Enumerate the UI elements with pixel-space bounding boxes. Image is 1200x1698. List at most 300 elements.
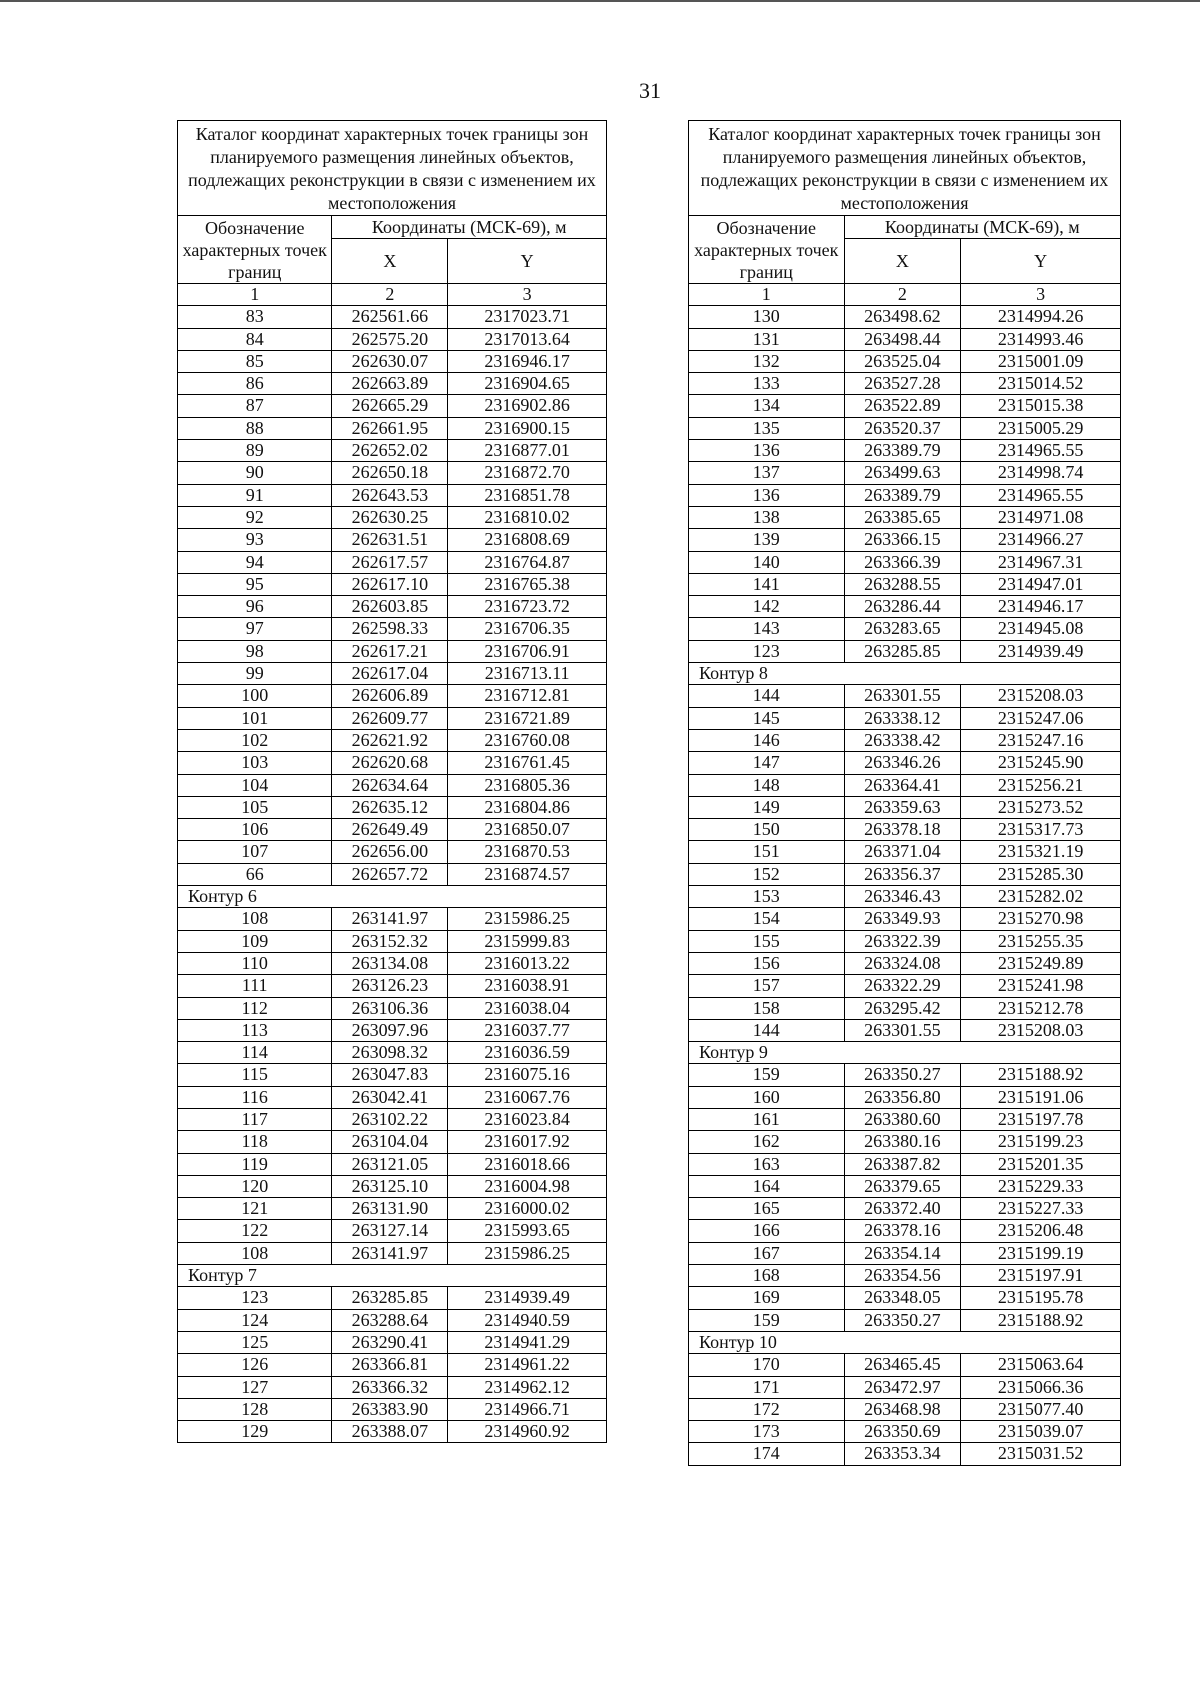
contour-label: Контур 8 xyxy=(689,663,1121,685)
point-number-cell: 149 xyxy=(689,796,845,818)
table-row xyxy=(178,506,607,528)
point-number-cell: 151 xyxy=(689,841,845,863)
point-number-cell: 123 xyxy=(178,1287,332,1309)
y-coordinate-cell: 2315197.78 xyxy=(961,1108,1121,1130)
table-row xyxy=(689,863,1121,885)
y-coordinate-cell: 2314945.08 xyxy=(961,618,1121,640)
x-coordinate-cell: 262617.21 xyxy=(332,640,448,662)
point-number-cell: 131 xyxy=(689,328,845,350)
x-coordinate-cell: 263126.23 xyxy=(332,975,448,997)
table-row xyxy=(178,1331,607,1353)
point-number-cell: 117 xyxy=(178,1108,332,1130)
y-coordinate-cell: 2314961.22 xyxy=(448,1354,607,1376)
x-coordinate-cell: 262598.33 xyxy=(332,618,448,640)
x-coordinate-cell: 263385.65 xyxy=(844,506,961,528)
y-coordinate-cell: 2315245.90 xyxy=(961,752,1121,774)
point-number-cell: 156 xyxy=(689,952,845,974)
point-number-cell: 165 xyxy=(689,1198,845,1220)
table-row xyxy=(178,1153,607,1175)
x-coordinate-cell: 263499.63 xyxy=(844,462,961,484)
x-coordinate-cell: 262657.72 xyxy=(332,863,448,885)
y-coordinate-cell: 2316000.02 xyxy=(448,1198,607,1220)
point-number-cell: 112 xyxy=(178,997,332,1019)
x-coordinate-cell: 263472.97 xyxy=(844,1376,961,1398)
scan-edge-line xyxy=(0,0,1200,2)
table-row xyxy=(689,1309,1121,1331)
y-coordinate-cell: 2317013.64 xyxy=(448,328,607,350)
table-row xyxy=(178,1019,607,1041)
table-row xyxy=(178,841,607,863)
point-number-cell: 97 xyxy=(178,618,332,640)
x-coordinate-cell: 262630.25 xyxy=(332,506,448,528)
x-coordinate-cell: 263380.16 xyxy=(844,1131,961,1153)
point-number-cell: 140 xyxy=(689,551,845,573)
table-row xyxy=(178,573,607,595)
y-coordinate-cell: 2314971.08 xyxy=(961,506,1121,528)
table-row xyxy=(178,618,607,640)
y-coordinate-cell: 2315256.21 xyxy=(961,774,1121,796)
table-row xyxy=(689,618,1121,640)
y-coordinate-cell: 2316037.77 xyxy=(448,1019,607,1041)
x-coordinate-cell: 262561.66 xyxy=(332,306,448,328)
table-row xyxy=(178,1242,607,1264)
y-coordinate-cell: 2315077.40 xyxy=(961,1398,1121,1420)
x-coordinate-cell: 263525.04 xyxy=(844,350,961,372)
table-row xyxy=(178,663,607,685)
table-row xyxy=(689,685,1121,707)
y-coordinate-cell: 2316017.92 xyxy=(448,1131,607,1153)
table-row xyxy=(178,707,607,729)
y-coordinate-cell: 2316712.81 xyxy=(448,685,607,707)
point-number-cell: 83 xyxy=(178,306,332,328)
table-row xyxy=(689,796,1121,818)
point-number-cell: 146 xyxy=(689,729,845,751)
point-number-cell: 174 xyxy=(689,1443,845,1465)
x-coordinate-cell: 263350.27 xyxy=(844,1309,961,1331)
y-coordinate-cell: 2314966.71 xyxy=(448,1398,607,1420)
column-number-1: 1 xyxy=(689,284,845,306)
table-body xyxy=(689,306,1121,1465)
x-coordinate-cell: 263283.65 xyxy=(844,618,961,640)
contour-row xyxy=(178,1265,607,1287)
table-row xyxy=(689,640,1121,662)
column-number-3: 3 xyxy=(961,284,1121,306)
y-coordinate-cell: 2316764.87 xyxy=(448,551,607,573)
point-number-cell: 135 xyxy=(689,417,845,439)
point-number-cell: 138 xyxy=(689,506,845,528)
y-coordinate-cell: 2315001.09 xyxy=(961,350,1121,372)
table-row xyxy=(689,930,1121,952)
point-number-cell: 134 xyxy=(689,395,845,417)
y-coordinate-cell: 2315249.89 xyxy=(961,952,1121,974)
y-coordinate-cell: 2316706.91 xyxy=(448,640,607,662)
y-coordinate-cell: 2316706.35 xyxy=(448,618,607,640)
point-number-cell: 110 xyxy=(178,952,332,974)
y-coordinate-cell: 2316870.53 xyxy=(448,841,607,863)
y-coordinate-cell: 2315199.23 xyxy=(961,1131,1121,1153)
point-number-cell: 104 xyxy=(178,774,332,796)
point-number-cell: 116 xyxy=(178,1086,332,1108)
y-coordinate-cell: 2316038.04 xyxy=(448,997,607,1019)
point-number-cell: 171 xyxy=(689,1376,845,1398)
point-number-cell: 114 xyxy=(178,1042,332,1064)
table-row xyxy=(689,975,1121,997)
table-row xyxy=(178,440,607,462)
x-coordinate-cell: 262606.89 xyxy=(332,685,448,707)
x-coordinate-cell: 263350.69 xyxy=(844,1421,961,1443)
point-number-cell: 173 xyxy=(689,1421,845,1443)
x-coordinate-cell: 263348.05 xyxy=(844,1287,961,1309)
table-row xyxy=(178,952,607,974)
table-row xyxy=(689,395,1121,417)
y-coordinate-cell: 2314962.12 xyxy=(448,1376,607,1398)
column-number-1: 1 xyxy=(178,284,332,306)
table-row xyxy=(178,908,607,930)
x-coordinate-cell: 263322.29 xyxy=(844,975,961,997)
y-coordinate-cell: 2314965.55 xyxy=(961,440,1121,462)
y-coordinate-cell: 2316900.15 xyxy=(448,417,607,439)
y-coordinate-cell: 2316036.59 xyxy=(448,1042,607,1064)
point-number-cell: 132 xyxy=(689,350,845,372)
table-row xyxy=(178,1220,607,1242)
table-row xyxy=(689,1153,1121,1175)
x-coordinate-cell: 262621.92 xyxy=(332,729,448,751)
point-number-cell: 127 xyxy=(178,1376,332,1398)
table-row xyxy=(689,1443,1121,1465)
x-coordinate-cell: 263380.60 xyxy=(844,1108,961,1130)
table-row xyxy=(178,796,607,818)
point-number-cell: 108 xyxy=(178,1242,332,1264)
x-coordinate-cell: 262643.53 xyxy=(332,484,448,506)
point-number-cell: 94 xyxy=(178,551,332,573)
table-row xyxy=(178,1131,607,1153)
column-number-2: 2 xyxy=(332,284,448,306)
point-number-cell: 155 xyxy=(689,930,845,952)
point-number-cell: 106 xyxy=(178,819,332,841)
header-y: Y xyxy=(448,239,607,284)
y-coordinate-cell: 2315197.91 xyxy=(961,1265,1121,1287)
point-number-cell: 91 xyxy=(178,484,332,506)
x-coordinate-cell: 262634.64 xyxy=(332,774,448,796)
table-row xyxy=(178,774,607,796)
x-coordinate-cell: 263366.39 xyxy=(844,551,961,573)
table-row xyxy=(689,1376,1121,1398)
x-coordinate-cell: 262617.04 xyxy=(332,663,448,685)
point-number-cell: 92 xyxy=(178,506,332,528)
table-row xyxy=(178,1042,607,1064)
table-row xyxy=(689,1265,1121,1287)
table-row xyxy=(689,462,1121,484)
point-number-cell: 108 xyxy=(178,908,332,930)
y-coordinate-cell: 2314998.74 xyxy=(961,462,1121,484)
table-row xyxy=(689,952,1121,974)
point-number-cell: 86 xyxy=(178,373,332,395)
y-coordinate-cell: 2316902.86 xyxy=(448,395,607,417)
table-row xyxy=(689,350,1121,372)
y-coordinate-cell: 2316067.76 xyxy=(448,1086,607,1108)
table-row xyxy=(178,1175,607,1197)
table-row xyxy=(689,417,1121,439)
y-coordinate-cell: 2316904.65 xyxy=(448,373,607,395)
contour-label: Контур 6 xyxy=(178,886,607,908)
x-coordinate-cell: 263387.82 xyxy=(844,1153,961,1175)
table-row xyxy=(689,841,1121,863)
y-coordinate-cell: 2316721.89 xyxy=(448,707,607,729)
header-x: X xyxy=(844,239,961,284)
x-coordinate-cell: 263338.12 xyxy=(844,707,961,729)
point-number-cell: 84 xyxy=(178,328,332,350)
page-number: 31 xyxy=(639,78,661,103)
y-coordinate-cell: 2314941.29 xyxy=(448,1331,607,1353)
point-number-cell: 133 xyxy=(689,373,845,395)
table-row xyxy=(689,306,1121,328)
table-row xyxy=(689,1220,1121,1242)
y-coordinate-cell: 2316004.98 xyxy=(448,1175,607,1197)
x-coordinate-cell: 263349.93 xyxy=(844,908,961,930)
x-coordinate-cell: 263468.98 xyxy=(844,1398,961,1420)
x-coordinate-cell: 262631.51 xyxy=(332,529,448,551)
table-row xyxy=(178,306,607,328)
column-number-2: 2 xyxy=(844,284,961,306)
y-coordinate-cell: 2315199.19 xyxy=(961,1242,1121,1264)
header-coordinates: Координаты (МСК-69), м xyxy=(332,216,607,239)
y-coordinate-cell: 2315039.07 xyxy=(961,1421,1121,1443)
x-coordinate-cell: 263498.62 xyxy=(844,306,961,328)
table-row xyxy=(689,551,1121,573)
point-number-cell: 166 xyxy=(689,1220,845,1242)
point-number-cell: 139 xyxy=(689,529,845,551)
table-row xyxy=(689,373,1121,395)
y-coordinate-cell: 2316018.66 xyxy=(448,1153,607,1175)
x-coordinate-cell: 263141.97 xyxy=(332,908,448,930)
y-coordinate-cell: 2316760.08 xyxy=(448,729,607,751)
table-row xyxy=(689,707,1121,729)
point-number-cell: 126 xyxy=(178,1354,332,1376)
table-row xyxy=(689,529,1121,551)
point-number-cell: 158 xyxy=(689,997,845,1019)
point-number-cell: 159 xyxy=(689,1064,845,1086)
table-row xyxy=(689,1131,1121,1153)
point-number-cell: 107 xyxy=(178,841,332,863)
header-designation: Обозначение характерных точек границ xyxy=(689,216,845,284)
x-coordinate-cell: 263356.37 xyxy=(844,863,961,885)
x-coordinate-cell: 263134.08 xyxy=(332,952,448,974)
table-row xyxy=(689,1421,1121,1443)
x-coordinate-cell: 263388.07 xyxy=(332,1421,448,1443)
point-number-cell: 129 xyxy=(178,1421,332,1443)
y-coordinate-cell: 2315208.03 xyxy=(961,1019,1121,1041)
x-coordinate-cell: 263389.79 xyxy=(844,440,961,462)
table-row xyxy=(178,640,607,662)
point-number-cell: 118 xyxy=(178,1131,332,1153)
table-row xyxy=(178,685,607,707)
point-number-cell: 85 xyxy=(178,350,332,372)
x-coordinate-cell: 263389.79 xyxy=(844,484,961,506)
x-coordinate-cell: 263338.42 xyxy=(844,729,961,751)
contour-row xyxy=(689,1042,1121,1064)
y-coordinate-cell: 2315247.06 xyxy=(961,707,1121,729)
table-row xyxy=(689,1198,1121,1220)
x-coordinate-cell: 263301.55 xyxy=(844,685,961,707)
x-coordinate-cell: 263285.85 xyxy=(844,640,961,662)
x-coordinate-cell: 263356.80 xyxy=(844,1086,961,1108)
y-coordinate-cell: 2314965.55 xyxy=(961,484,1121,506)
y-coordinate-cell: 2316723.72 xyxy=(448,596,607,618)
point-number-cell: 100 xyxy=(178,685,332,707)
point-number-cell: 98 xyxy=(178,640,332,662)
table-row xyxy=(178,395,607,417)
table-row xyxy=(178,1287,607,1309)
table-row xyxy=(178,529,607,551)
y-coordinate-cell: 2315201.35 xyxy=(961,1153,1121,1175)
point-number-cell: 162 xyxy=(689,1131,845,1153)
x-coordinate-cell: 262575.20 xyxy=(332,328,448,350)
point-number-cell: 99 xyxy=(178,663,332,685)
x-coordinate-cell: 262663.89 xyxy=(332,373,448,395)
point-number-cell: 96 xyxy=(178,596,332,618)
point-number-cell: 122 xyxy=(178,1220,332,1242)
point-number-cell: 136 xyxy=(689,440,845,462)
x-coordinate-cell: 263121.05 xyxy=(332,1153,448,1175)
point-number-cell: 66 xyxy=(178,863,332,885)
x-coordinate-cell: 263359.63 xyxy=(844,796,961,818)
y-coordinate-cell: 2316761.45 xyxy=(448,752,607,774)
point-number-cell: 93 xyxy=(178,529,332,551)
y-coordinate-cell: 2314940.59 xyxy=(448,1309,607,1331)
point-number-cell: 136 xyxy=(689,484,845,506)
table-row xyxy=(689,506,1121,528)
y-coordinate-cell: 2316765.38 xyxy=(448,573,607,595)
table-row xyxy=(178,975,607,997)
point-number-cell: 141 xyxy=(689,573,845,595)
table-row xyxy=(178,462,607,484)
point-number-cell: 172 xyxy=(689,1398,845,1420)
table-row xyxy=(689,1064,1121,1086)
table-row xyxy=(178,417,607,439)
y-coordinate-cell: 2315188.92 xyxy=(961,1064,1121,1086)
table-row xyxy=(689,1086,1121,1108)
table-row xyxy=(689,819,1121,841)
header-designation: Обозначение характерных точек границ xyxy=(178,216,332,284)
point-number-cell: 102 xyxy=(178,729,332,751)
x-coordinate-cell: 263371.04 xyxy=(844,841,961,863)
table-row xyxy=(178,863,607,885)
y-coordinate-cell: 2316805.36 xyxy=(448,774,607,796)
table-row xyxy=(178,551,607,573)
x-coordinate-cell: 263379.65 xyxy=(844,1175,961,1197)
x-coordinate-cell: 263290.41 xyxy=(332,1331,448,1353)
table-row xyxy=(689,1175,1121,1197)
point-number-cell: 159 xyxy=(689,1309,845,1331)
point-number-cell: 87 xyxy=(178,395,332,417)
table-body xyxy=(178,306,607,1443)
x-coordinate-cell: 263383.90 xyxy=(332,1398,448,1420)
y-coordinate-cell: 2315212.78 xyxy=(961,997,1121,1019)
point-number-cell: 145 xyxy=(689,707,845,729)
x-coordinate-cell: 263131.90 xyxy=(332,1198,448,1220)
y-coordinate-cell: 2316872.70 xyxy=(448,462,607,484)
y-coordinate-cell: 2315993.65 xyxy=(448,1220,607,1242)
y-coordinate-cell: 2315208.03 xyxy=(961,685,1121,707)
y-coordinate-cell: 2315015.38 xyxy=(961,395,1121,417)
y-coordinate-cell: 2315270.98 xyxy=(961,908,1121,930)
x-coordinate-cell: 262635.12 xyxy=(332,796,448,818)
y-coordinate-cell: 2316038.91 xyxy=(448,975,607,997)
contour-label: Контур 10 xyxy=(689,1331,1121,1353)
x-coordinate-cell: 263498.44 xyxy=(844,328,961,350)
y-coordinate-cell: 2315063.64 xyxy=(961,1354,1121,1376)
y-coordinate-cell: 2316808.69 xyxy=(448,529,607,551)
table-row xyxy=(178,1064,607,1086)
x-coordinate-cell: 263127.14 xyxy=(332,1220,448,1242)
y-coordinate-cell: 2316023.84 xyxy=(448,1108,607,1130)
point-number-cell: 157 xyxy=(689,975,845,997)
y-coordinate-cell: 2315317.73 xyxy=(961,819,1121,841)
table-row xyxy=(689,1354,1121,1376)
table-row xyxy=(178,997,607,1019)
point-number-cell: 130 xyxy=(689,306,845,328)
header-coordinates: Координаты (МСК-69), м xyxy=(844,216,1120,239)
x-coordinate-cell: 262620.68 xyxy=(332,752,448,774)
column-number-3: 3 xyxy=(448,284,607,306)
x-coordinate-cell: 262609.77 xyxy=(332,707,448,729)
x-coordinate-cell: 263527.28 xyxy=(844,373,961,395)
point-number-cell: 164 xyxy=(689,1175,845,1197)
x-coordinate-cell: 263350.27 xyxy=(844,1064,961,1086)
x-coordinate-cell: 263106.36 xyxy=(332,997,448,1019)
point-number-cell: 143 xyxy=(689,618,845,640)
x-coordinate-cell: 263366.81 xyxy=(332,1354,448,1376)
point-number-cell: 144 xyxy=(689,685,845,707)
x-coordinate-cell: 263102.22 xyxy=(332,1108,448,1130)
y-coordinate-cell: 2315005.29 xyxy=(961,417,1121,439)
table-row xyxy=(689,1242,1121,1264)
y-coordinate-cell: 2315986.25 xyxy=(448,1242,607,1264)
x-coordinate-cell: 262656.00 xyxy=(332,841,448,863)
x-coordinate-cell: 263324.08 xyxy=(844,952,961,974)
y-coordinate-cell: 2315227.33 xyxy=(961,1198,1121,1220)
y-coordinate-cell: 2315031.52 xyxy=(961,1443,1121,1465)
y-coordinate-cell: 2314993.46 xyxy=(961,328,1121,350)
contour-label: Контур 9 xyxy=(689,1042,1121,1064)
point-number-cell: 169 xyxy=(689,1287,845,1309)
y-coordinate-cell: 2315273.52 xyxy=(961,796,1121,818)
y-coordinate-cell: 2316075.16 xyxy=(448,1064,607,1086)
table-row xyxy=(689,328,1121,350)
point-number-cell: 124 xyxy=(178,1309,332,1331)
y-coordinate-cell: 2314967.31 xyxy=(961,551,1121,573)
x-coordinate-cell: 263364.41 xyxy=(844,774,961,796)
y-coordinate-cell: 2316877.01 xyxy=(448,440,607,462)
x-coordinate-cell: 263152.32 xyxy=(332,930,448,952)
y-coordinate-cell: 2316850.07 xyxy=(448,819,607,841)
table-row xyxy=(178,350,607,372)
point-number-cell: 109 xyxy=(178,930,332,952)
table-title: Каталог координат характерных точек границы зон планируемого размещения линейных объектов, подлежащих реконструкции в связи с изменением их местоположения xyxy=(689,121,1121,216)
x-coordinate-cell: 263378.18 xyxy=(844,819,961,841)
point-number-cell: 147 xyxy=(689,752,845,774)
x-coordinate-cell: 263288.64 xyxy=(332,1309,448,1331)
x-coordinate-cell: 262650.18 xyxy=(332,462,448,484)
y-coordinate-cell: 2315282.02 xyxy=(961,886,1121,908)
x-coordinate-cell: 263354.14 xyxy=(844,1242,961,1264)
x-coordinate-cell: 263353.34 xyxy=(844,1443,961,1465)
table-row xyxy=(178,1421,607,1443)
point-number-cell: 148 xyxy=(689,774,845,796)
table-row xyxy=(178,1398,607,1420)
y-coordinate-cell: 2314960.92 xyxy=(448,1421,607,1443)
table-row xyxy=(689,1287,1121,1309)
